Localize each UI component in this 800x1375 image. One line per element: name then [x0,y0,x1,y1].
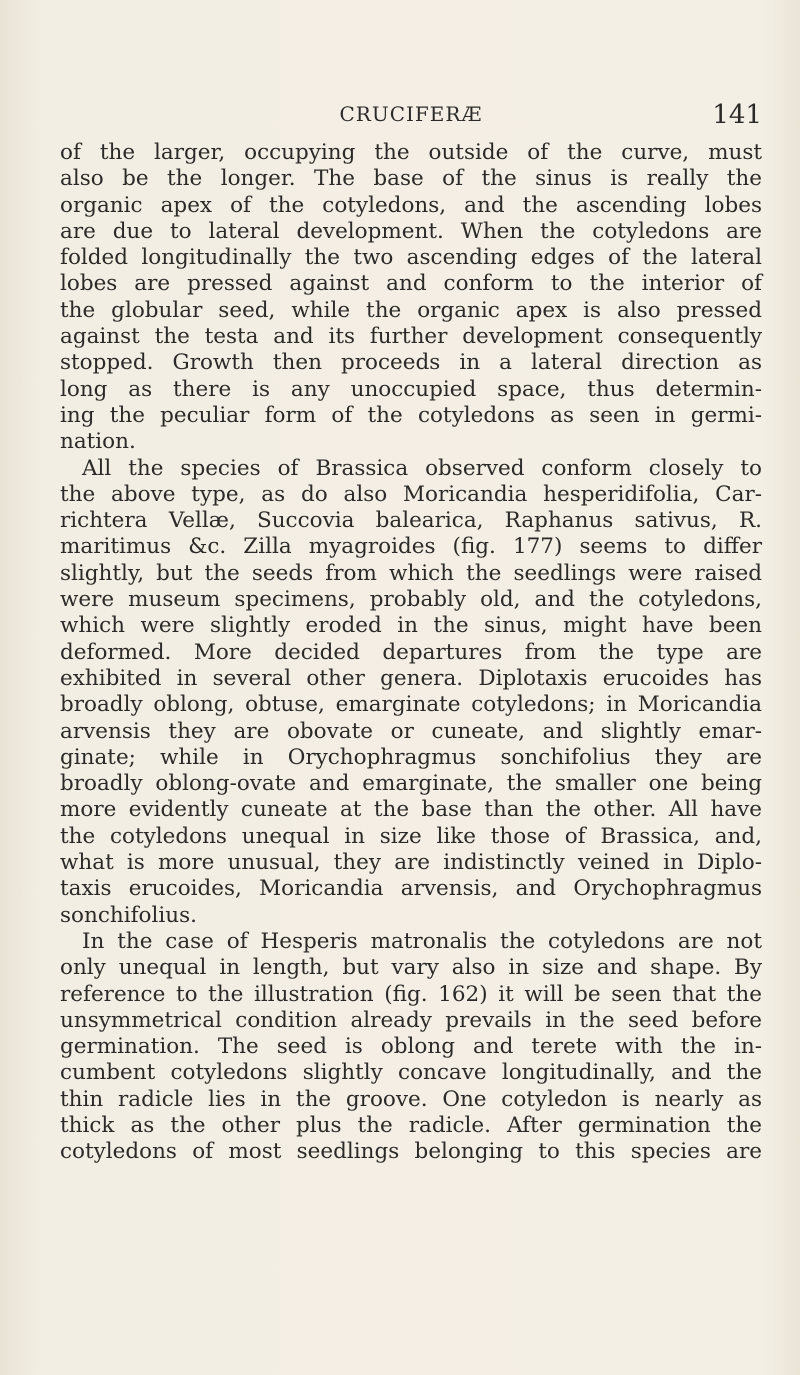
text-line: All the species of Brassica observed conform closely to [82,455,762,481]
body-text [60,140,762,1166]
paragraph [60,140,762,456]
text-line: deformed. More decided departures from the type are [60,639,762,665]
text-line: nation. [60,429,136,455]
text-line: also be the longer. The base of the sinus is really the [60,166,762,192]
text-line: broadly oblong, obtuse, emarginate cotyledons; in Moricandia [60,692,762,718]
text-line: which were slightly eroded in the sinus, might have been [60,613,762,639]
text-line: arvensis they are obovate or cuneate, and slightly emar- [60,718,762,744]
text-line: long as there is any unoccupied space, thus determin- [60,376,762,402]
text-line: ing the peculiar form of the cotyledons as seen in germi- [60,402,762,428]
text-line: only unequal in length, but vary also in size and shape. By [60,955,762,981]
text-line: cotyledons of most seedlings belonging to this species are [60,1139,762,1165]
text-line: the cotyledons unequal in size like those of Brassica, and, [60,823,762,849]
text-line: maritimus &c. Zilla myagroides (fig. 177) seems to differ [60,534,762,560]
text-line: of the larger, occupying the outside of the curve, must [60,140,762,165]
paragraph [60,929,762,1166]
text-line: In the case of Hesperis matronalis the cotyledons are not [82,928,762,954]
text-line: reference to the illustration (fig. 162) it will be seen that the [60,981,762,1007]
text-line: germination. The seed is oblong and terete with the in- [60,1034,762,1060]
text-line: sonchifolius. [60,902,197,928]
text-line: are due to lateral development. When the cotyledons are [60,218,762,244]
text-line: organic apex of the cotyledons, and the ascending lobes [60,192,762,218]
text-line: stopped. Growth then proceeds in a lateral direction as [60,350,762,376]
text-line: slightly, but the seeds from which the seedlings were raised [60,560,762,586]
text-line: ginate; while in Orychophragmus sonchifolius they are [60,744,762,770]
text-line: richtera Vellæ, Succovia balearica, Raphanus sativus, R. [60,508,762,534]
text-line: what is more unusual, they are indistinctly veined in Diplo- [60,850,762,876]
text-line: unsymmetrical condition already prevails in the seed before [60,1007,762,1033]
text-line: broadly oblong-ovate and emarginate, the smaller one being [60,771,762,797]
text-line: cumbent cotyledons slightly concave longitudinally, and the [60,1060,762,1086]
text-line: more evidently cuneate at the base than the other. All have [60,797,762,823]
text-line: thick as the other plus the radicle. After germination the [60,1112,762,1138]
text-line: the globular seed, while the organic apex is also pressed [60,297,762,323]
text-line: against the testa and its further development consequently [60,324,762,350]
running-title: CRUCIFERÆ [339,102,483,126]
text-line: thin radicle lies in the groove. One cotyledon is nearly as [60,1086,762,1112]
text-line: folded longitudinally the two ascending edges of the lateral [60,245,762,271]
paragraph [60,456,762,929]
text-line: were museum specimens, probably old, and the cotyledons, [60,587,762,613]
running-head [60,100,762,132]
page-number: 141 [712,100,762,130]
text-line: exhibited in several other genera. Diplotaxis erucoides has [60,665,762,691]
text-line: lobes are pressed against and conform to the interior of [60,271,762,297]
text-line: the above type, as do also Moricandia hesperidifolia, Car- [60,481,762,507]
text-line: taxis erucoides, Moricandia arvensis, and Orychophragmus [60,876,762,902]
